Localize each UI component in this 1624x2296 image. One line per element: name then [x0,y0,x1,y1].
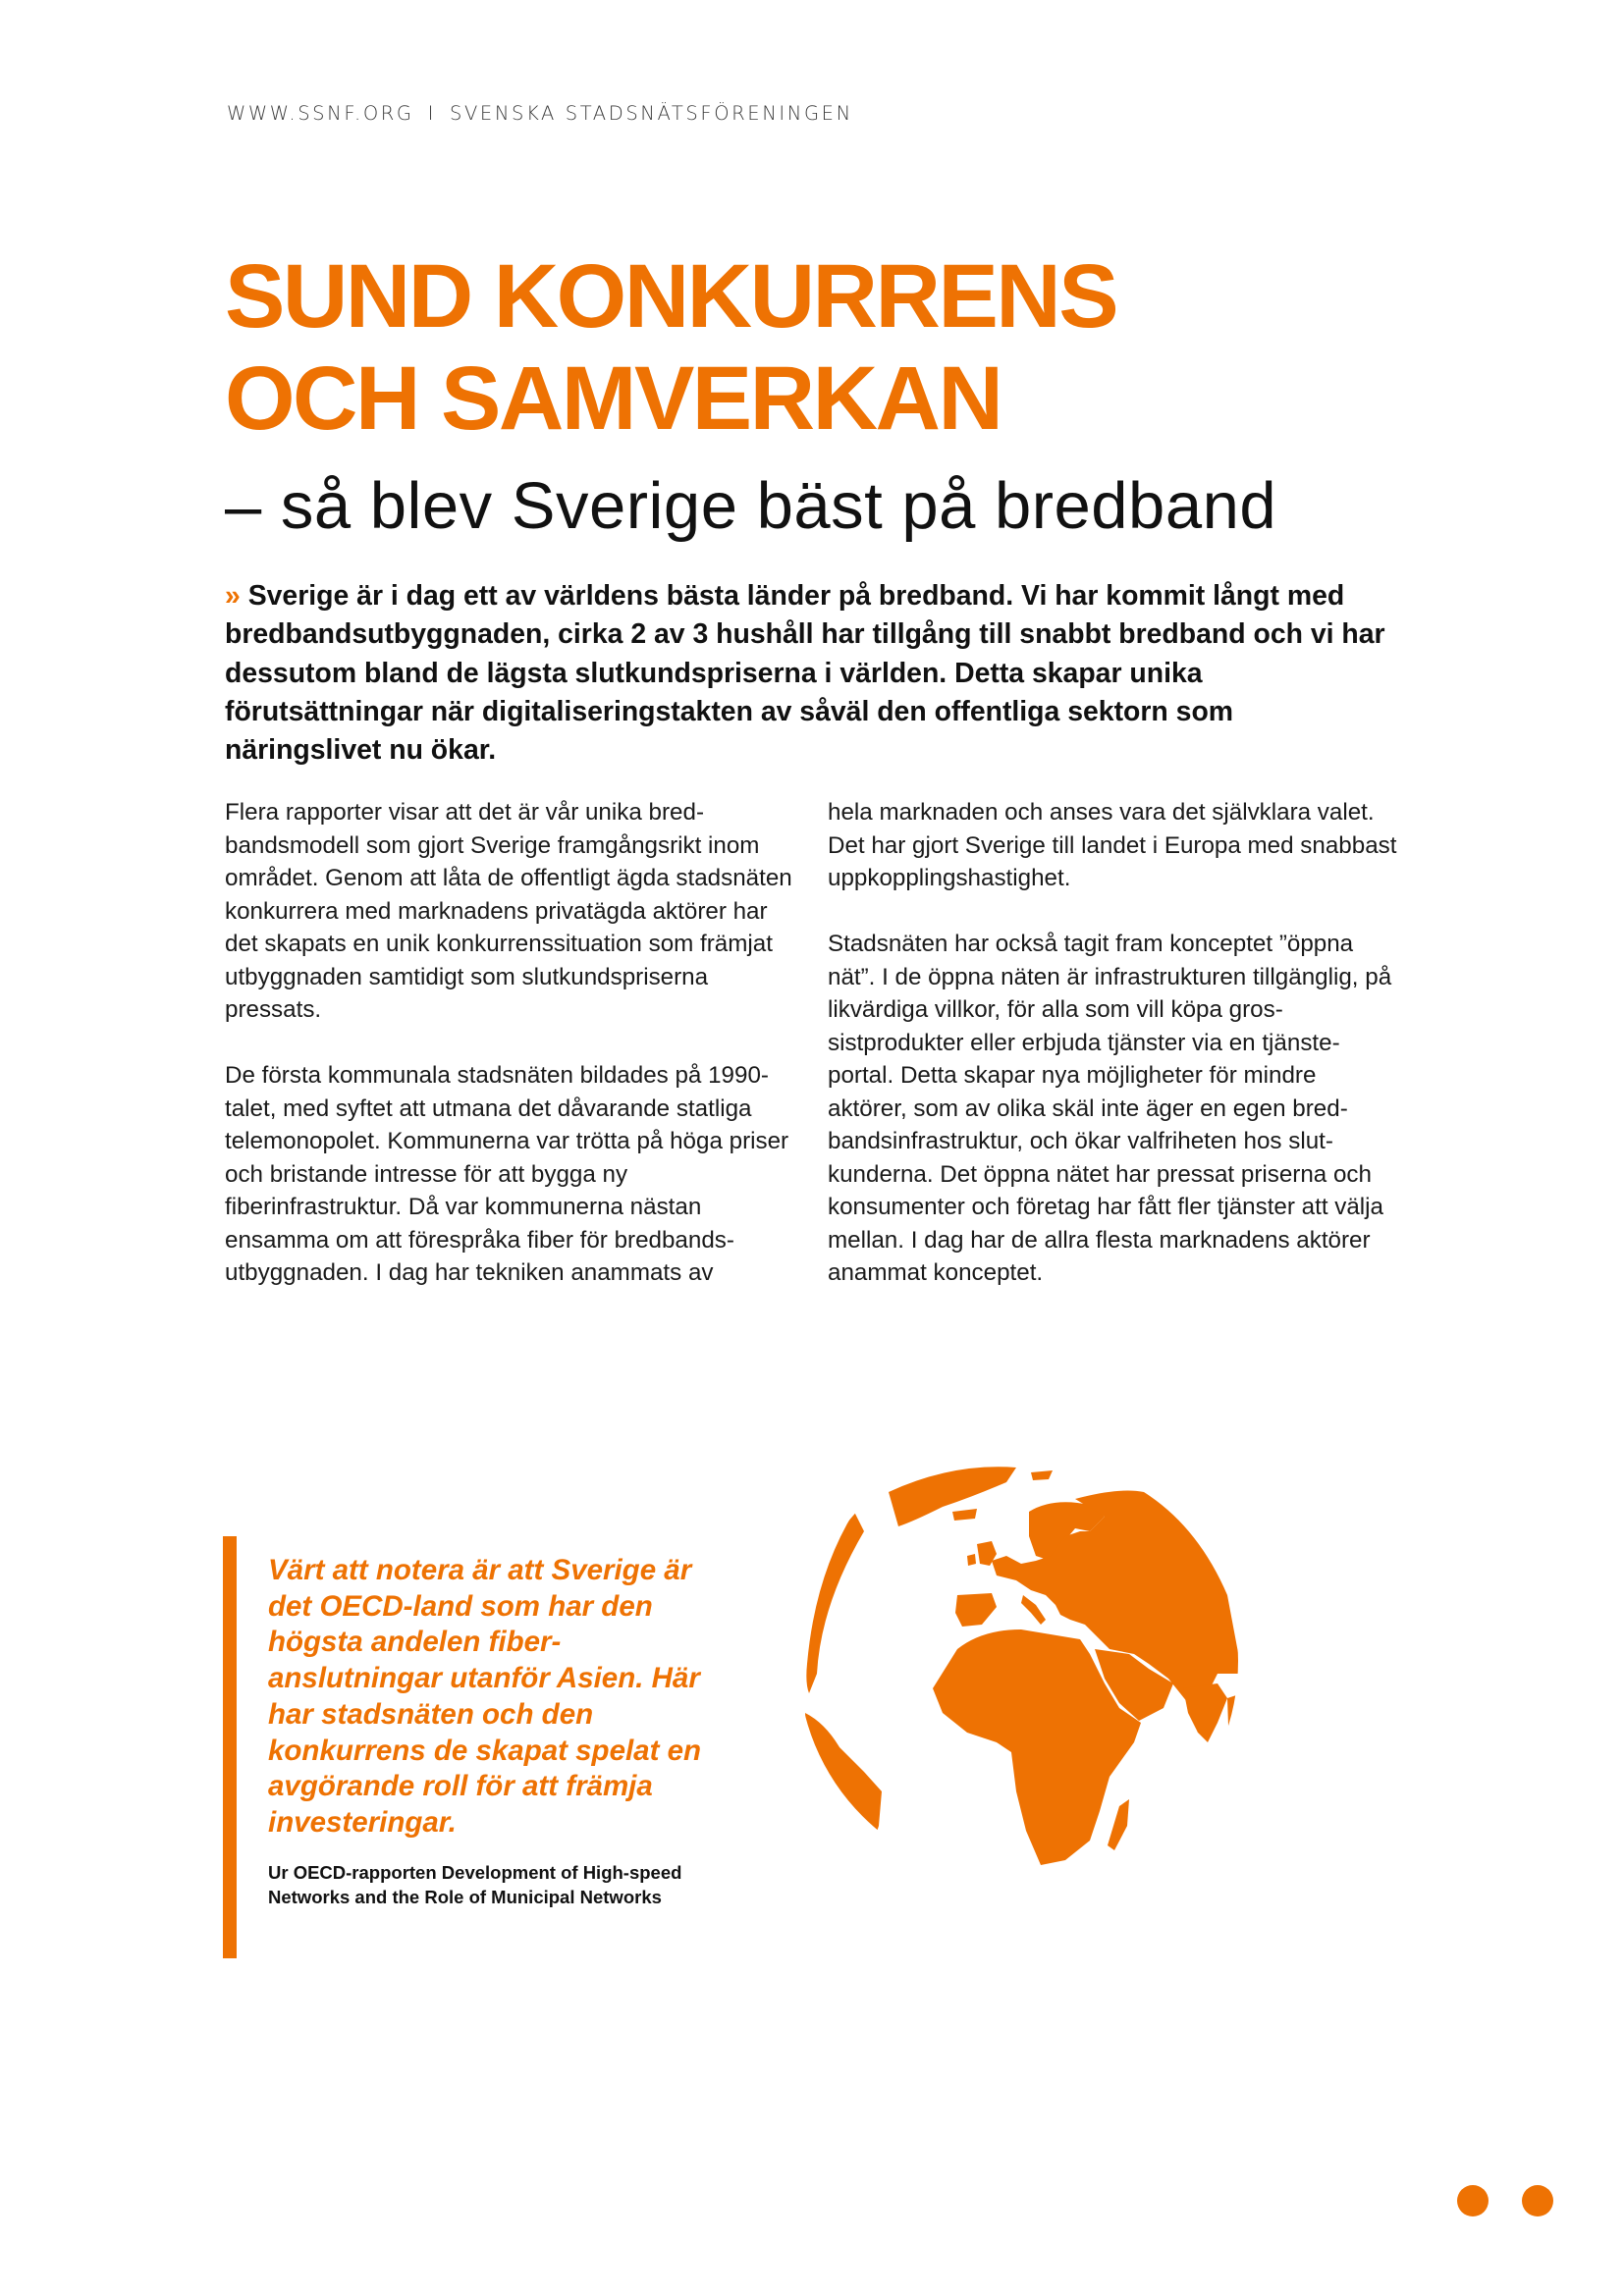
article-subtitle: – så blev Sverige bäst på bredband [225,469,1277,543]
website-url: WWW.SSNF.ORG [227,102,414,125]
page-dot [1522,2185,1553,2216]
globe-landmass [805,1467,1242,1885]
body-paragraph: hela marknaden och anses vara det självklara valet. Det har gjort Sverige till landet i Europa med snabbast uppkopplingshastighet. [828,799,1397,891]
lead-text: Sverige är i dag ett av världens bästa länder på bredband. Vi har kommit långt med bredbandsutbyggnaden, cirka 2 av 3 hushåll har tillgång till snabbt bredband och vi har dessutom bland de lägsta slutkundspriserna i världen. Detta skapar unika förutsättningar när digitaliseringstakten av såväl den offentliga sektorn som näringslivet nu ökar. [225,580,1385,767]
article-title [225,245,1116,450]
header-separator: I [427,102,436,125]
body-column-left [225,796,794,1322]
body-paragraph: De första kommunala stadsnäten bildades på 1990-talet, med syftet att utmana det dåvarande statliga telemonopolet. Kommunerna var trötta på höga priser och bristande intresse för att bygga ny fiberinfrastruktur. Då var kommunerna nästan ensamma om att förespråka fiber för bredbandsutbyggnaden. I dag har tekniken anammats av [225,1062,789,1286]
pullquote-source: Ur OECD-rapporten Development of High-speed Networks and the Role of Municipal Networks [268,1862,682,1907]
page-dot [1457,2185,1489,2216]
pullquote-bar [223,1536,237,1958]
globe-icon [795,1438,1242,1885]
body-column-right [828,796,1397,1322]
title-line-1: SUND KONKURRENS [225,246,1117,347]
organization-name: SVENSKA STADSNÄTSFÖRENINGEN [450,102,853,125]
pullquote-text: Värt att notera är att Sverige är det OECD-land som har den högsta andelen fiberanslutningar utanför Asien. Här har stadsnäten och den konkurrens de skapat spelat en avgörande roll för att främja investeringar. [268,1554,702,1839]
page-header [227,102,853,125]
lead-paragraph [225,577,1393,770]
body-paragraph: Stadsnäten har också tagit fram konceptet ”öppna nät”. I de öppna näten är infrastrukturen tillgänglig, på likvärdiga villkor, för alla som vill köpa grossistprodukter eller erbjuda tjänster via en tjänsteportal. Detta skapar nya möjligheter för mindre aktörer, som av olika skäl inte äger en egen bredbandsinfrastruktur, och ökar valfriheten hos slutkunderna. Det öppna nätet har pressat priserna och konsumenter och företag har fått fler tjänster att välja mellan. I dag har de allra flesta marknadens aktörer anammat konceptet. [828,931,1392,1286]
body-paragraph: Flera rapporter visar att det är vår unika bredbandsmodell som gjort Sverige framgångsrikt inom området. Genom att låta de offentligt ägda stadsnäten konkurrera med marknadens privatägda aktörer har det skapats en unik konkurrenssituation som främjat utbyggnaden samtidigt som slutkundspriserna pressats. [225,799,792,1023]
chevron-right-icon: » [225,580,235,612]
page-indicator [1457,2185,1553,2216]
title-line-2: OCH SAMVERKAN [225,348,1001,449]
